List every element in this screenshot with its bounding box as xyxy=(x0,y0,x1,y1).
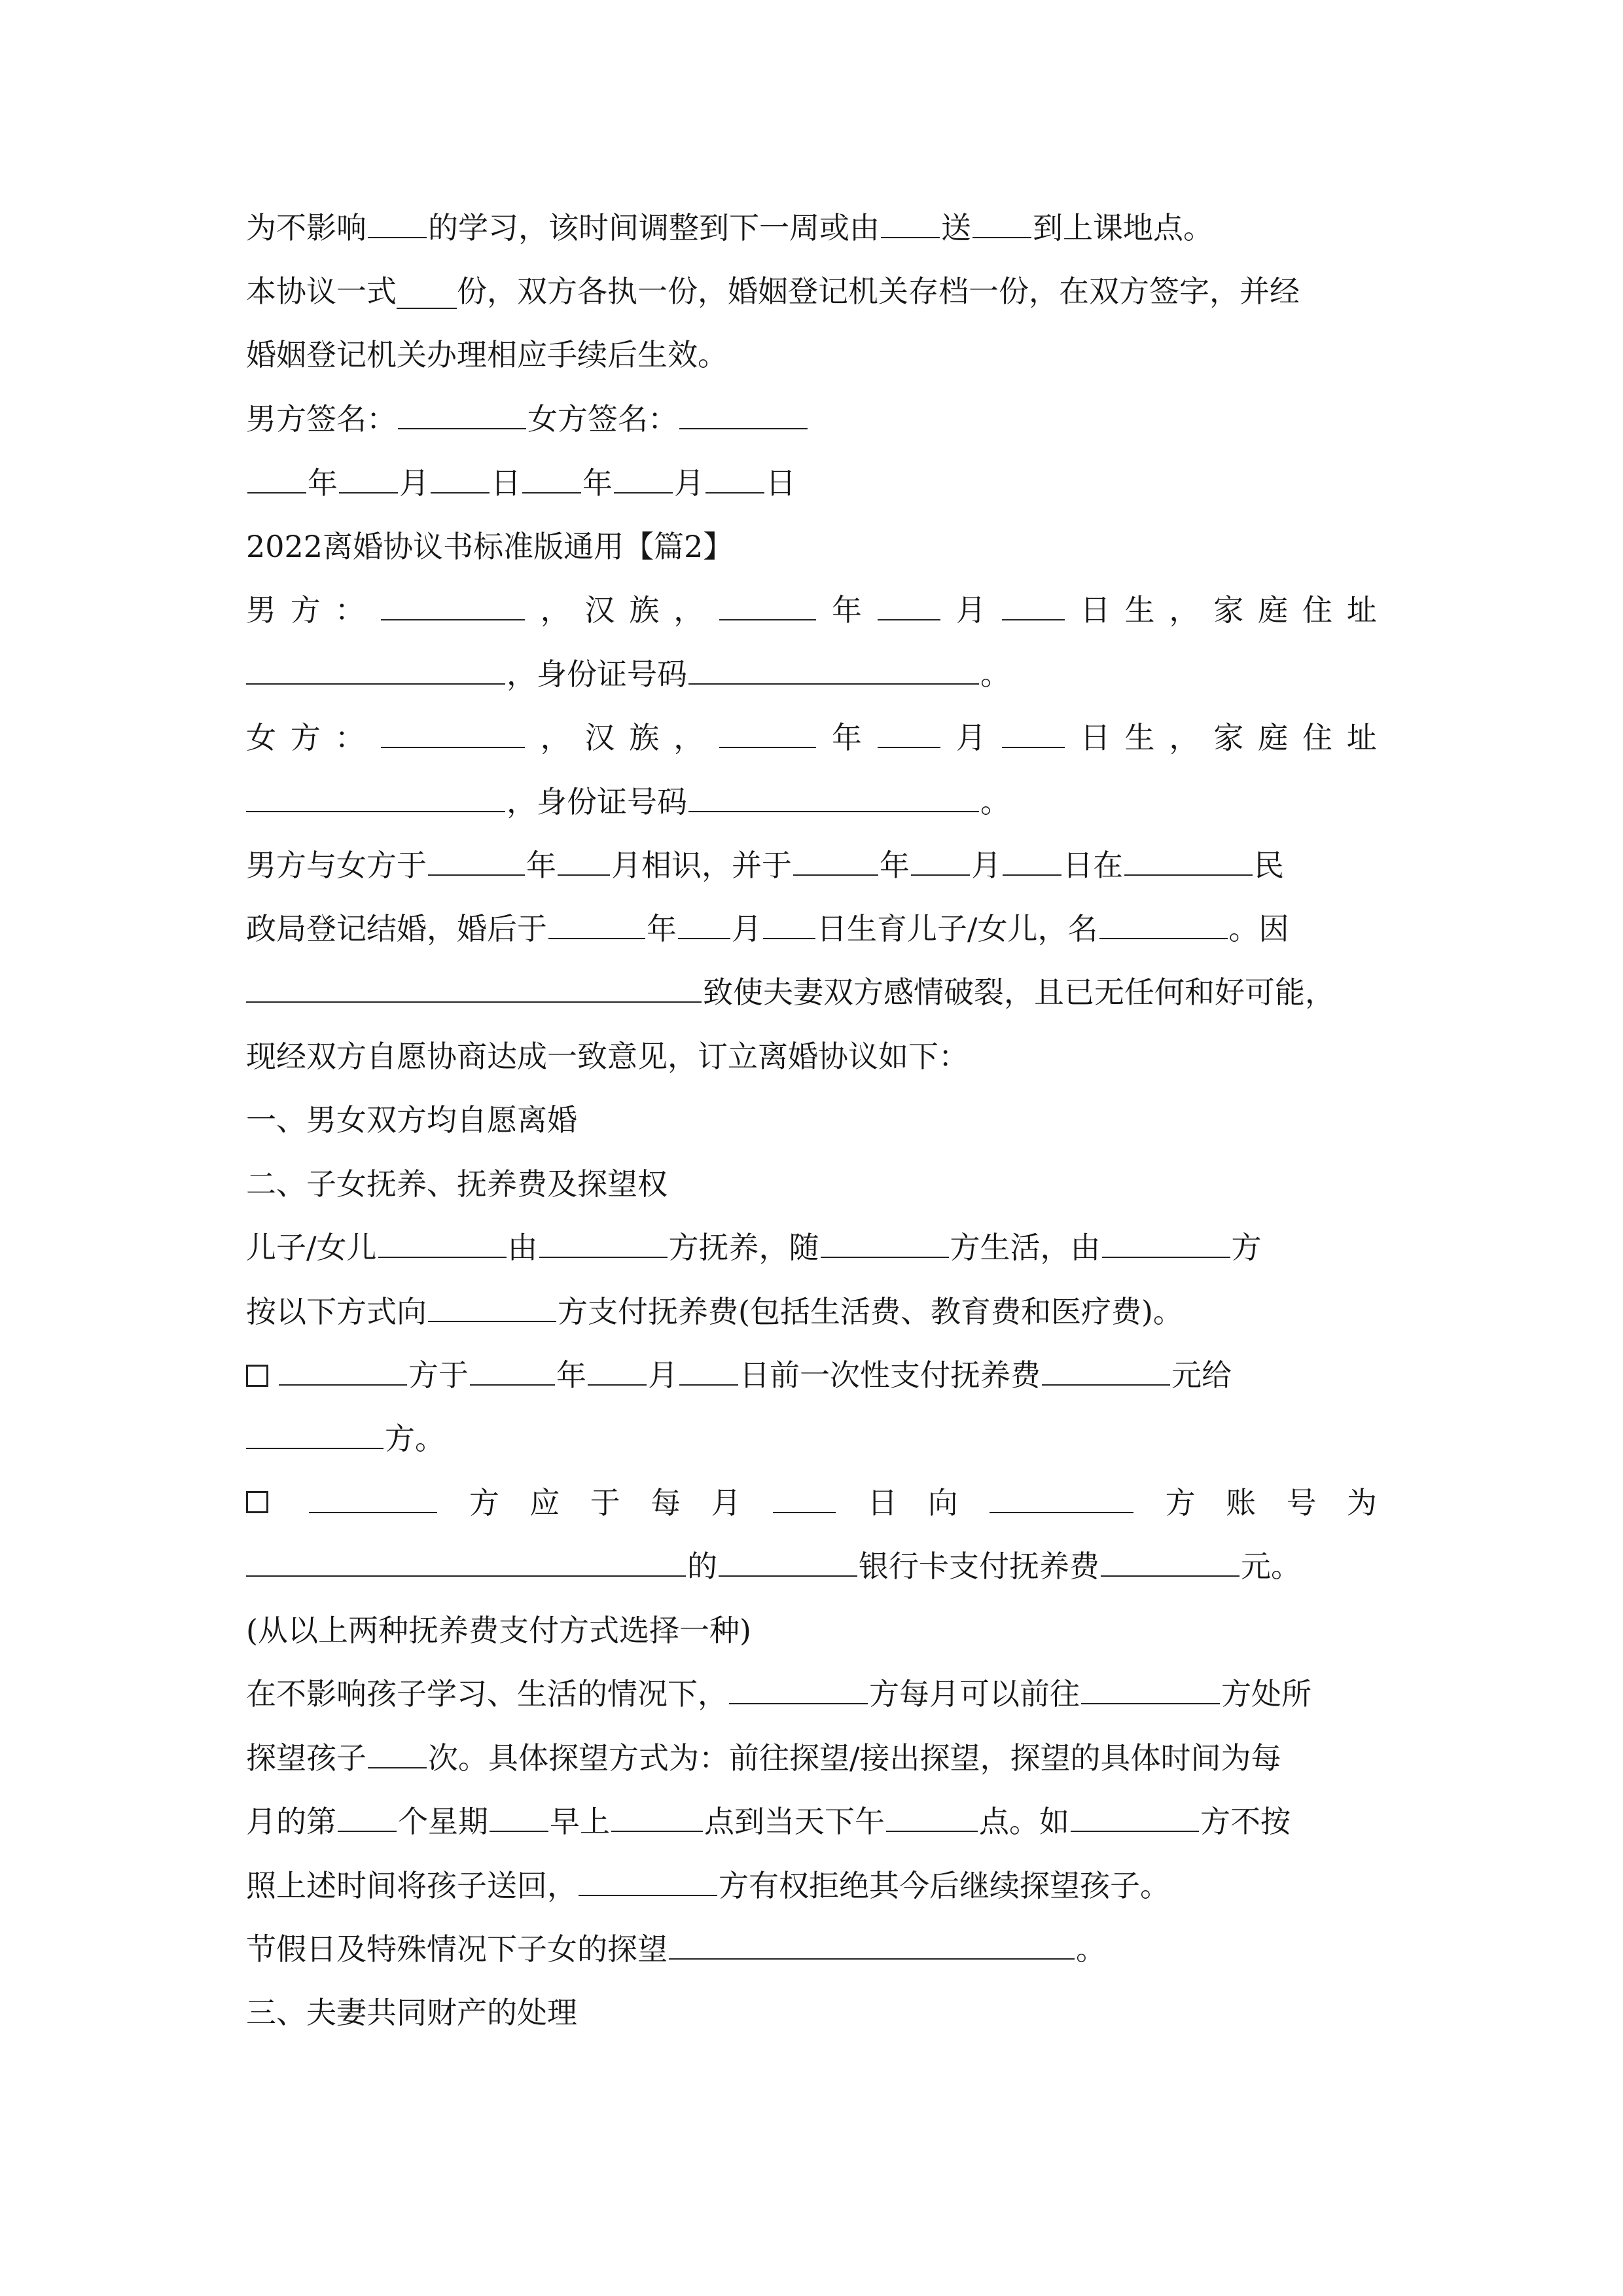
id-number-blank xyxy=(688,782,979,812)
text-line: 照上述时间将孩子送回， 方有权拒绝其今后继续探望孩子。 xyxy=(246,1866,1377,1905)
fill-blank xyxy=(470,1355,555,1386)
fill-blank xyxy=(246,1547,686,1577)
fill-blank xyxy=(719,1547,857,1577)
text-line: 男方与女方于 年 月相识，并于 年 月 日在 民 xyxy=(246,846,1377,885)
fill-blank xyxy=(1124,846,1253,876)
fill-blank xyxy=(821,1228,949,1258)
text-line: (从以上两种抚养费支付方式选择一种) xyxy=(246,1613,751,1648)
fill-blank xyxy=(679,1355,738,1386)
fill-blank xyxy=(669,1929,1075,1960)
name-blank xyxy=(381,590,525,620)
text-line: 本协议一式____份，双方各执一份，婚姻登记机关存档一份，在双方签字，并经 xyxy=(246,274,1300,309)
fill-blank xyxy=(990,1483,1133,1513)
fill-blank xyxy=(428,846,525,876)
fill-blank xyxy=(428,1292,556,1322)
fill-blank xyxy=(339,463,398,493)
fill-blank xyxy=(588,1355,647,1386)
signature-line: 男方签名： 女方签名： xyxy=(246,399,1377,439)
text-line: 节假日及特殊情况下子女的探望 。 xyxy=(246,1929,1377,1969)
fill-blank xyxy=(368,208,427,238)
fill-blank xyxy=(614,463,673,493)
text-line: 的 银行卡支付抚养费 元。 xyxy=(246,1547,1377,1586)
fill-blank xyxy=(368,1738,427,1768)
month-blank xyxy=(878,590,940,620)
id-number-blank xyxy=(688,655,979,685)
fill-blank xyxy=(1081,1674,1220,1704)
fill-blank xyxy=(309,1483,437,1513)
fill-blank xyxy=(247,463,306,493)
month-blank xyxy=(878,718,940,748)
fill-blank xyxy=(881,208,940,238)
text-line: 为不影响 的学习，该时间调整到下一周或由 送 到上课地点。 xyxy=(246,208,1377,247)
fill-blank xyxy=(611,1802,703,1832)
text-line: 致使夫妻双方感情破裂，且已无任何和好可能， xyxy=(246,973,1377,1012)
female-id-line: ，身份证号码 。 xyxy=(246,782,1377,821)
text-line: 方。 xyxy=(246,1419,1377,1458)
text-line: 月的第 个星期 早上 点到当天下午 点。如 方不按 xyxy=(246,1802,1377,1841)
clause-heading: 一、男女双方均自愿离婚 xyxy=(246,1102,577,1138)
male-info-line: 男 方 ： ， 汉 族 ， 年 月 日 生 ， 家 庭 住 址 xyxy=(246,590,1377,630)
fill-blank xyxy=(886,1802,978,1832)
fill-blank xyxy=(1102,1228,1230,1258)
address-blank xyxy=(246,782,505,812)
fill-blank xyxy=(1099,909,1228,939)
fill-blank xyxy=(729,1674,868,1704)
payment-option-2: 方 应 于 每 月 日 向 方 账 号 为 xyxy=(246,1483,1377,1522)
section-heading: 2022离婚协议书标准版通用【篇2】 xyxy=(246,529,734,564)
payment-option-1: 方于 年 月 日前一次性支付抚养费 元给 xyxy=(246,1355,1377,1395)
date-line: 年 月 日 年 月 日 xyxy=(246,463,1377,503)
fill-blank xyxy=(1003,846,1061,876)
text-line: 按以下方式向 方支付抚养费(包括生活费、教育费和医疗费)。 xyxy=(246,1292,1377,1331)
text-line: 现经双方自愿协商达成一致意见，订立离婚协议如下： xyxy=(246,1039,969,1074)
text-line: 儿子/女儿 由 方抚养，随 方生活，由 方 xyxy=(246,1228,1377,1267)
fill-blank xyxy=(522,463,581,493)
fill-blank xyxy=(558,846,610,876)
day-blank xyxy=(1002,718,1065,748)
fill-blank xyxy=(539,1228,668,1258)
address-blank xyxy=(246,655,505,685)
fill-blank xyxy=(548,909,645,939)
name-blank xyxy=(381,718,525,748)
clause-heading: 三、夫妻共同财产的处理 xyxy=(246,1995,577,2030)
text-line: 婚姻登记机关办理相应手续后生效。 xyxy=(246,337,728,372)
fill-blank xyxy=(773,1483,836,1513)
male-id-line: ，身份证号码 。 xyxy=(246,655,1377,694)
fill-blank xyxy=(579,1866,717,1896)
fill-blank xyxy=(911,846,970,876)
year-blank xyxy=(719,718,816,748)
checkbox[interactable] xyxy=(246,1491,268,1513)
fill-blank xyxy=(972,208,1031,238)
fill-blank xyxy=(705,463,764,493)
fill-blank xyxy=(431,463,490,493)
female-signature-blank xyxy=(679,399,808,429)
text-line: 政局登记结婚，婚后于 年 月 日生育儿子/女儿，名 。因 xyxy=(246,909,1377,948)
fill-blank xyxy=(279,1355,407,1386)
fill-blank xyxy=(1101,1547,1240,1577)
fill-blank xyxy=(678,909,730,939)
reason-blank xyxy=(246,973,702,1003)
clause-heading: 二、子女抚养、抚养费及探望权 xyxy=(246,1166,668,1202)
fill-blank xyxy=(1071,1802,1199,1832)
fill-blank xyxy=(338,1802,397,1832)
fill-blank xyxy=(1042,1355,1170,1386)
checkbox[interactable] xyxy=(246,1365,268,1387)
year-blank xyxy=(719,590,816,620)
fill-blank xyxy=(793,846,878,876)
fill-blank xyxy=(378,1228,507,1258)
text-line: 在不影响孩子学习、生活的情况下， 方每月可以前往 方处所 xyxy=(246,1674,1377,1713)
fill-blank xyxy=(246,1419,383,1449)
fill-blank xyxy=(490,1802,548,1832)
text-line: 探望孩子 次。具体探望方式为：前往探望/接出探望，探望的具体时间为每 xyxy=(246,1738,1377,1778)
male-signature-blank xyxy=(398,399,526,429)
female-info-line: 女 方 ： ， 汉 族 ， 年 月 日 生 ， 家 庭 住 址 xyxy=(246,718,1377,757)
day-blank xyxy=(1002,590,1065,620)
fill-blank xyxy=(763,909,815,939)
